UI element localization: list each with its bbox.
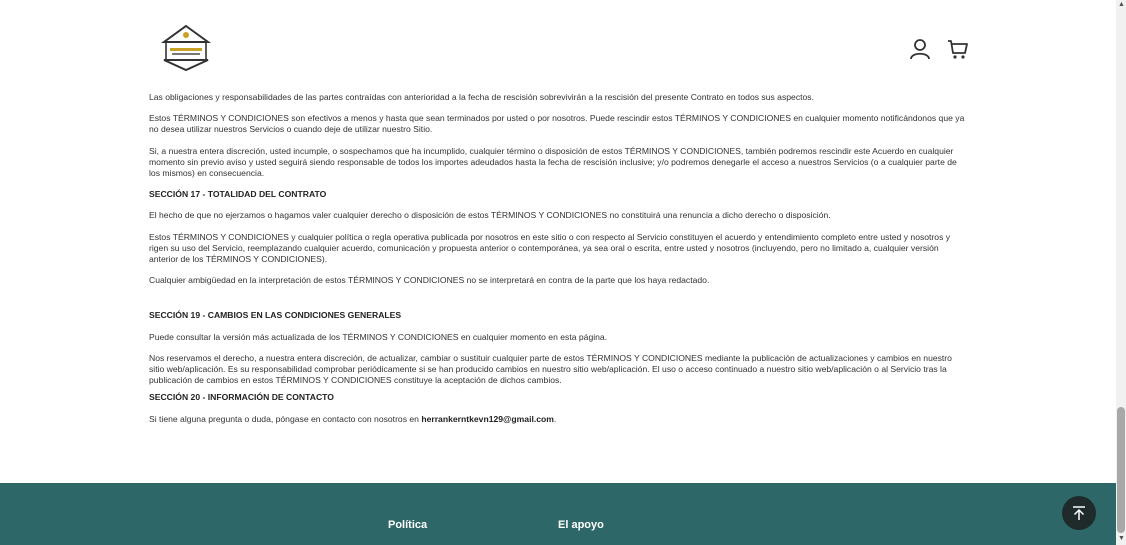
paragraph: Las obligaciones y responsabilidades de las partes contraídas con anterioridad a la fecha de rescisión sobrevivirán a la rescisión del presente Contrato en todos sus aspectos. [149,92,814,102]
contact-email-link[interactable]: herrankerntkevn129@gmail.com [421,413,554,424]
section-20-heading: SECCIÓN 20 - INFORMACIÓN DE CONTACTO [149,392,334,403]
scroll-up-arrow-icon[interactable]: ▲ [1118,1,1125,8]
contact-paragraph [149,414,969,425]
terms-content [149,92,969,435]
paragraph: Cualquier ambigüedad en la interpretación de estos TÉRMINOS Y CONDICIONES no se interpretará en contra de la parte que los haya redactado. [149,275,710,286]
footer-apoyo-heading[interactable]: El apoyo [558,519,604,531]
back-to-top-button[interactable] [1062,496,1096,530]
paragraph: Si, a nuestra entera discreción, usted incumple, o sospechamos que ha incumplido, cualquier término o disposición de estos TÉRMINOS Y CONDICIONES, también podremos rescindir este Acuerdo en cualquier momento sin previo aviso y usted seguirá siendo responsable de todos los importes adeudados hasta la fecha de rescisión inclusive; y/o podremos denegarle el acceso a nuestros Servicios (o a cualquier parte de los mismos) en consecuencia. [149,145,957,179]
scroll-down-arrow-icon[interactable]: ▼ [1118,535,1125,542]
paragraph: Nos reservamos el derecho, a nuestra entera discreción, de actualizar, cambiar o sustituir cualquier parte de estos TÉRMINOS Y CONDICIONES mediante la publicación de actualizaciones y cambios en nuestro sitio web/aplicación. Es su responsabilidad comprobar periódicamente si se han producido cambios en nuestro sitio web/aplicación. El uso o acceso continuado a nuestro sitio web/aplicación o al Servicio tras la publicación de cambios en estos TÉRMINOS Y CONDICIONES constituye la aceptación de dichos cambios. [149,352,952,386]
site-footer [0,483,1116,545]
user-icon[interactable] [909,38,931,60]
section-17-heading: SECCIÓN 17 - TOTALIDAD DEL CONTRATO [149,189,327,200]
contact-suffix: . [553,413,557,424]
paragraph: Puede consultar la versión más actualizada de los TÉRMINOS Y CONDICIONES en cualquier momento en esta página. [149,331,608,342]
paragraph: El hecho de que no ejerzamos o hagamos valer cualquier derecho o disposición de estos TÉRMINOS Y CONDICIONES no constituirá una renuncia a dicho derecho o disposición. [149,210,831,221]
contact-text: Si tiene alguna pregunta o duda, póngase en contacto con nosotros en [149,413,422,424]
scrollbar-thumb[interactable] [1117,407,1125,533]
section-19-heading: SECCIÓN 19 - CAMBIOS EN LAS CONDICIONES GENERALES [149,310,402,321]
paragraph: Estos TÉRMINOS Y CONDICIONES son efectivos a menos y hasta que sean terminados por usted o por nosotros. Puede rescindir estos TÉRMINOS Y CONDICIONES en cualquier momento notificándonos que ya no desea utilizar nuestros Servicios o cuando deje de utilizar nuestro Sitio. [149,113,965,135]
store-logo[interactable] [160,22,212,72]
arrow-up-icon [1062,496,1096,530]
paragraph: Estos TÉRMINOS Y CONDICIONES y cualquier política o regla operativa publicada por nosotros en este sitio o con respecto al Servicio constituyen el acuerdo y entendimiento completo entre usted y nosotros y rigen su uso del Servicio, reemplazando cualquier acuerdo, comunicación y propuesta anterior o contemporánea, ya sea oral o escrita, entre usted y nosotros (incluyendo, pero no limitado a, cualquier versión anterior de los TÉRMINOS Y CONDICIONES). [149,231,951,265]
footer-politica-heading[interactable]: Política [388,519,428,531]
site-header [0,0,1116,88]
cart-icon[interactable] [947,38,969,60]
